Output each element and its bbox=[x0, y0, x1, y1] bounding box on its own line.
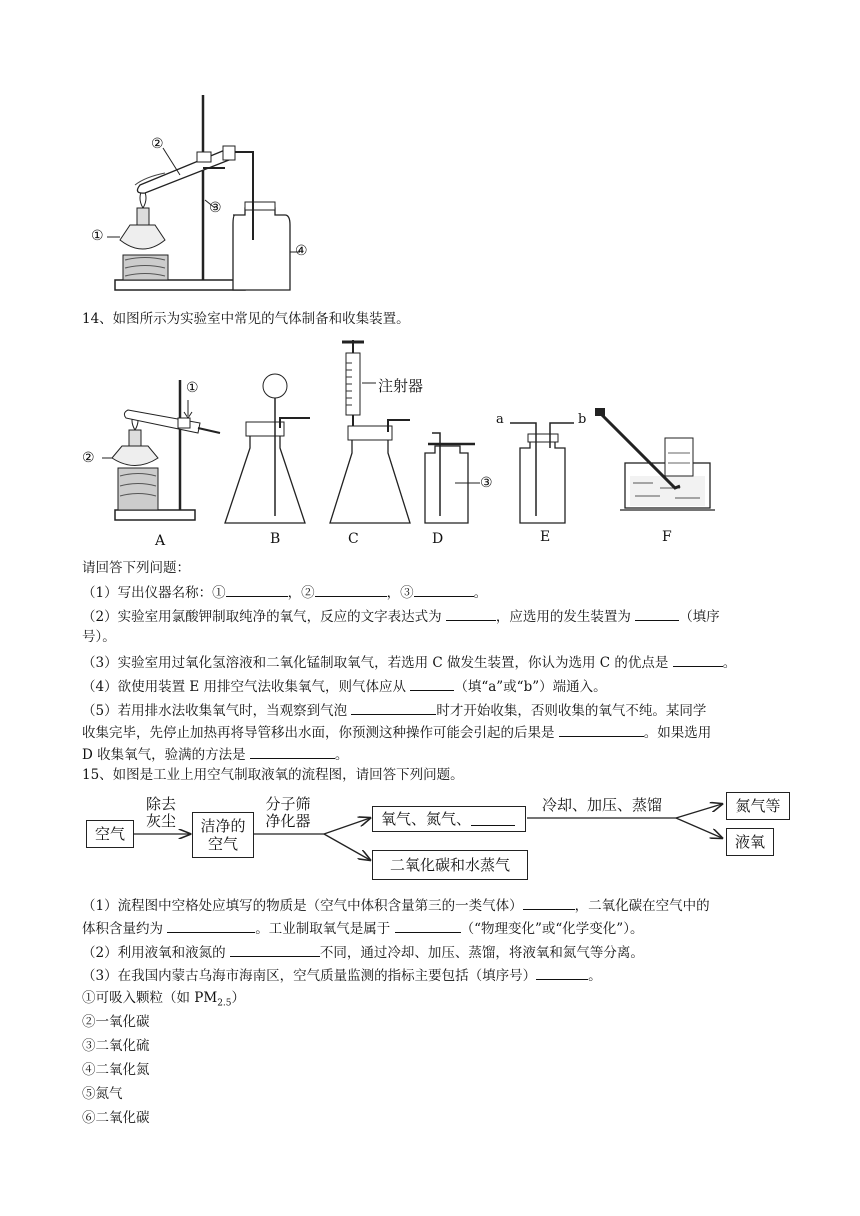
blank-third-gas[interactable] bbox=[523, 895, 575, 910]
q14-apparatus-figure bbox=[80, 338, 770, 553]
q14-p1-text-b: ，② bbox=[287, 585, 315, 601]
top-apparatus-drawing bbox=[85, 90, 315, 300]
blank-bubbles[interactable] bbox=[351, 700, 436, 715]
blank-full-check[interactable] bbox=[250, 744, 335, 759]
flow-gases-text: 氧气、氮气、 bbox=[381, 810, 472, 828]
q15-p3-text-b: 。 bbox=[588, 968, 602, 984]
top-figure-label-1: ① bbox=[91, 228, 104, 244]
flowchart bbox=[80, 790, 800, 890]
q14-p2-text-a: （2）实验室用氯酸钾制取纯净的氧气，反应的文字表达式为 bbox=[82, 609, 446, 625]
top-figure-label-2: ② bbox=[151, 136, 164, 152]
flow-label-remove-dust-top: 除去 bbox=[145, 795, 176, 813]
blank-change-type[interactable] bbox=[395, 918, 461, 933]
flow-box-co2-water: 二氧化碳和水蒸气 bbox=[372, 850, 528, 880]
q15-p1-text-a: （1）流程图中空格处应填写的物质是（空气中体积含量第三的一类气体） bbox=[82, 898, 523, 914]
blank-instrument-1[interactable] bbox=[226, 582, 288, 597]
q15-p1b-text-a: 体积含量约为 bbox=[82, 921, 168, 937]
flow-label-sieve-bottom: 净化器 bbox=[265, 812, 311, 830]
q15-p2-text-a: （2）利用液氧和液氮的 bbox=[82, 945, 230, 961]
apparatus-label-d: D bbox=[432, 531, 444, 547]
option-3: ③二氧化硫 bbox=[82, 1038, 150, 1054]
blank-instrument-3[interactable] bbox=[414, 582, 474, 597]
blank-equation[interactable] bbox=[446, 606, 496, 621]
q14-part2-line2: 号）。 bbox=[82, 629, 116, 645]
option-5: ⑤氮气 bbox=[82, 1086, 123, 1102]
flow-clean-air-line1: 洁净的 bbox=[200, 817, 246, 835]
q14-p1-text-a: （1）写出仪器名称：① bbox=[82, 585, 226, 601]
q14-p2-text-c: （填序 bbox=[679, 609, 720, 625]
q14-p4-text-a: （4）欲使用装置 E 用排空气法收集氧气，则气体应从 bbox=[82, 679, 411, 695]
flow-box-liquid-oxygen: 液氧 bbox=[726, 828, 774, 856]
blank-indicators[interactable] bbox=[536, 965, 588, 980]
q14-p3-text-b: 。 bbox=[722, 655, 737, 671]
apparatus-label-c: C bbox=[348, 531, 359, 547]
q14-p2-text-b: ，应选用的发生装置为 bbox=[495, 609, 636, 625]
flow-clean-air-line2: 空气 bbox=[207, 835, 238, 853]
q14-p3-text-a: （3）实验室用过氧化氢溶液和二氧化锰制取氧气，若选用 C 做发生装置，你认为选用 C 的优点是 bbox=[82, 655, 673, 671]
option-1-text: ①可吸入颗粒（如 PM bbox=[82, 990, 218, 1006]
q14-p5-text-a: （5）若用排水法收集氧气时，当观察到气泡 bbox=[82, 703, 352, 719]
option-2: ②一氧化碳 bbox=[82, 1014, 150, 1030]
blank-flow-gas[interactable] bbox=[471, 812, 515, 826]
flow-label-remove-dust bbox=[136, 796, 186, 830]
q14-title: 14、如图所示为实验室中常见的气体制备和收集装置。 bbox=[82, 311, 410, 327]
flow-label-sieve bbox=[256, 796, 320, 830]
q14-part1 bbox=[82, 582, 487, 602]
q14-p1-text-d: 。 bbox=[473, 585, 488, 601]
q14-prompt: 请回答下列问题： bbox=[82, 560, 190, 576]
q14-part4 bbox=[82, 676, 607, 696]
q14-p5c-text-b: 。 bbox=[334, 747, 349, 763]
apparatus-label-f: F bbox=[662, 529, 672, 545]
option-6: ⑥二氧化碳 bbox=[82, 1110, 150, 1126]
q14-part3 bbox=[82, 652, 736, 672]
q14-part5-line1 bbox=[82, 700, 706, 720]
q14-p5b-text-b: 。如果选用 bbox=[643, 725, 712, 741]
q14-p5-text-b: 时才开始收集，否则收集的氧气不纯。某同学 bbox=[436, 703, 707, 719]
q14-part5-line2 bbox=[82, 722, 711, 742]
option-1-close: ） bbox=[231, 990, 246, 1006]
flow-box-nitrogen: 氮气等 bbox=[726, 792, 790, 820]
q15-p1b-text-b: 。工业制取氧气是属于 bbox=[255, 921, 395, 937]
q15-title: 15、如图是工业上用空气制取液氧的流程图，请回答下列问题。 bbox=[82, 767, 464, 783]
flow-box-air: 空气 bbox=[86, 820, 134, 848]
port-a-label: a bbox=[496, 412, 504, 427]
q14-marker-2: ② bbox=[82, 450, 95, 466]
blank-consequence[interactable] bbox=[559, 722, 644, 737]
option-1 bbox=[82, 989, 245, 1013]
q14-apparatus-drawing bbox=[80, 338, 770, 553]
syringe-label: 注射器 bbox=[378, 377, 424, 395]
q14-p1-text-c: ，③ bbox=[386, 585, 414, 601]
q15-p1-text-b: ，二氧化碳在空气中的 bbox=[574, 898, 710, 914]
q14-part2-line1 bbox=[82, 606, 720, 626]
q15-part1-line1 bbox=[82, 895, 710, 915]
apparatus-label-e: E bbox=[540, 529, 551, 545]
q15-part3 bbox=[82, 965, 602, 985]
flow-box-gases bbox=[372, 806, 526, 832]
flow-label-cool-press-distill: 冷却、加压、蒸馏 bbox=[541, 796, 662, 814]
q14-p5b-text-a: 收集完毕，先停止加热再将导管移出水面，你预测这种操作可能会引起的后果是 bbox=[82, 725, 559, 741]
q15-part1-line2 bbox=[82, 918, 643, 938]
flow-label-remove-dust-bottom: 灰尘 bbox=[145, 812, 176, 830]
top-figure-label-4: ④ bbox=[295, 243, 308, 259]
option-1-subscript: 2.5 bbox=[217, 998, 232, 1009]
blank-co2-content[interactable] bbox=[167, 918, 255, 933]
q14-p5c-text-a: D 收集氧气，验满的方法是 bbox=[82, 747, 250, 763]
blank-instrument-2[interactable] bbox=[315, 582, 387, 597]
q14-marker-1: ① bbox=[186, 380, 199, 396]
flow-box-clean-air bbox=[192, 812, 254, 858]
top-apparatus-figure bbox=[85, 90, 315, 300]
apparatus-label-b: B bbox=[270, 531, 281, 547]
apparatus-label-a: A bbox=[155, 533, 166, 549]
option-4: ④二氧化氮 bbox=[82, 1062, 150, 1078]
q15-p3-text-a: （3）在我国内蒙古乌海市海南区，空气质量监测的指标主要包括（填序号） bbox=[82, 968, 537, 984]
q15-p2-text-b: 不同，通过冷却、加压、蒸馏，将液氧和氮气等分离。 bbox=[319, 945, 644, 961]
q14-part5-line3 bbox=[82, 744, 348, 764]
blank-advantage[interactable] bbox=[673, 652, 723, 667]
blank-property[interactable] bbox=[230, 942, 320, 957]
port-b-label: b bbox=[578, 412, 587, 427]
q15-p1b-text-c: （“物理变化”或“化学变化”）。 bbox=[460, 921, 644, 937]
top-figure-label-3: ③ bbox=[209, 200, 222, 216]
blank-port[interactable] bbox=[410, 676, 454, 691]
blank-generator[interactable] bbox=[635, 606, 679, 621]
q14-marker-3: ③ bbox=[480, 475, 493, 491]
q15-part2 bbox=[82, 942, 644, 962]
flow-label-sieve-top: 分子筛 bbox=[265, 795, 311, 813]
q14-p4-text-b: （填“a”或“b”）端通入。 bbox=[454, 679, 607, 695]
